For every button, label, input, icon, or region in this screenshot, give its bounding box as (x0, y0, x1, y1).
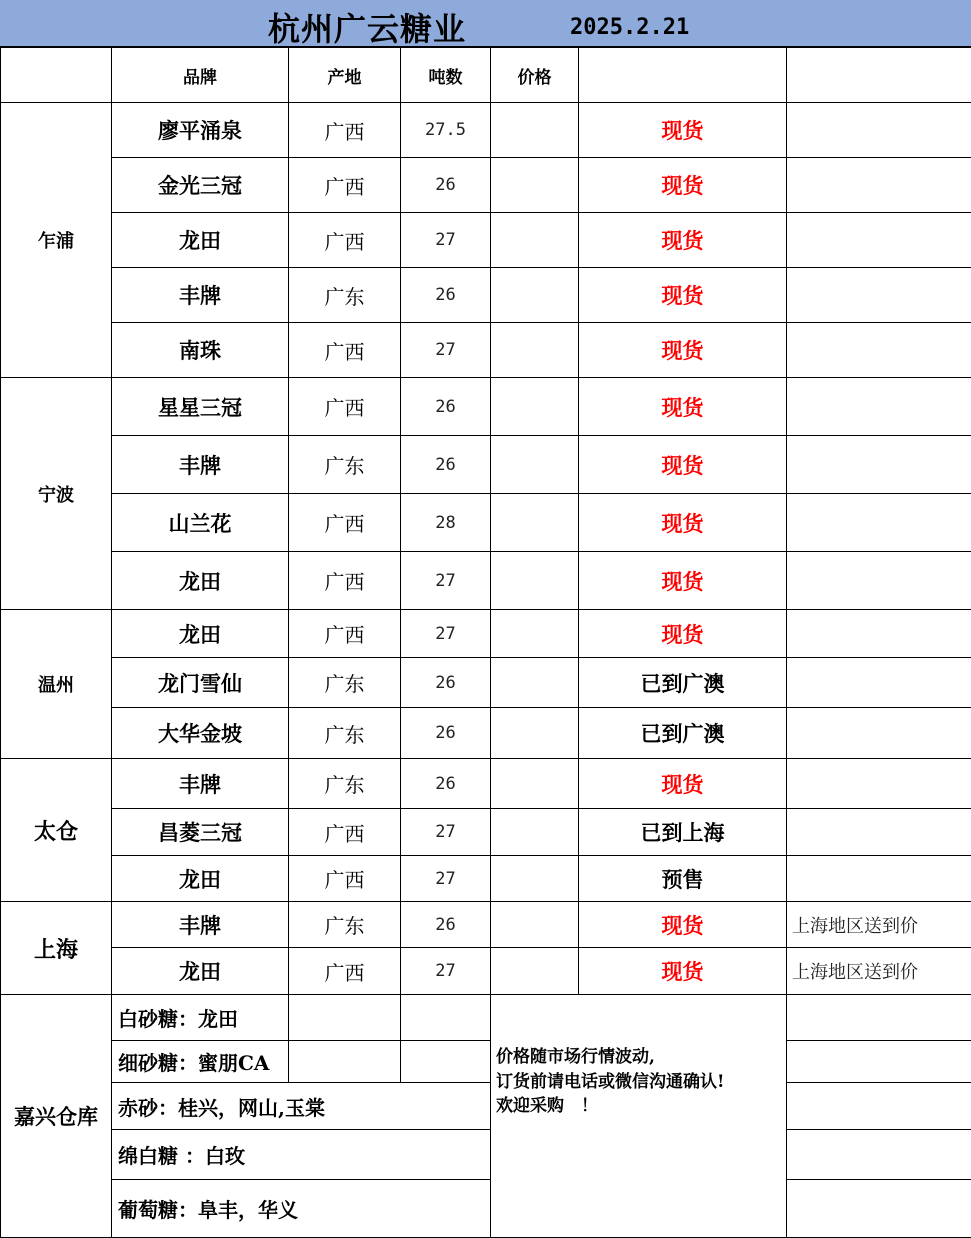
blank-cell (787, 1130, 971, 1180)
blank-cell (401, 1041, 491, 1083)
tons-cell: 26 (401, 708, 491, 759)
origin-cell: 广东 (289, 268, 401, 323)
header-blank (1, 48, 112, 103)
origin-cell: 广西 (289, 948, 401, 995)
brand-cell: 昌菱三冠 (112, 809, 289, 856)
origin-cell: 广西 (289, 494, 401, 552)
origin-cell: 广西 (289, 103, 401, 158)
header-price: 价格 (491, 48, 579, 103)
origin-cell: 广西 (289, 610, 401, 658)
note-cell (787, 103, 971, 158)
brand-cell: 丰牌 (112, 902, 289, 948)
table-row (1, 759, 971, 809)
price-cell (491, 809, 579, 856)
status-cell: 现货 (579, 552, 787, 610)
brand-cell: 金光三冠 (112, 158, 289, 213)
header-note-blank (787, 48, 971, 103)
price-cell (491, 323, 579, 378)
brand-cell: 龙门雪仙 (112, 658, 289, 708)
note-cell (787, 268, 971, 323)
price-cell (491, 658, 579, 708)
brand-cell: 大华金坡 (112, 708, 289, 759)
price-cell (491, 708, 579, 759)
warehouse-row (1, 1130, 971, 1180)
warehouse-item: 赤砂：桂兴，网山,玉棠 (112, 1083, 491, 1130)
price-cell (491, 268, 579, 323)
blank-cell (787, 1041, 971, 1083)
table-row (1, 378, 971, 436)
brand-cell: 丰牌 (112, 436, 289, 494)
blank-cell (289, 1041, 401, 1083)
tons-cell: 28 (401, 494, 491, 552)
origin-cell: 广西 (289, 213, 401, 268)
table-row (1, 213, 971, 268)
status-cell: 现货 (579, 610, 787, 658)
price-cell (491, 902, 579, 948)
note-cell (787, 708, 971, 759)
table-row (1, 323, 971, 378)
location-shanghai: 上海 (1, 902, 112, 995)
note-cell (787, 213, 971, 268)
origin-cell: 广东 (289, 902, 401, 948)
note-cell (787, 378, 971, 436)
warehouse-item: 葡萄糖：阜丰，华义 (112, 1180, 491, 1238)
status-cell: 现货 (579, 436, 787, 494)
origin-cell: 广西 (289, 323, 401, 378)
price-cell (491, 494, 579, 552)
table-row (1, 494, 971, 552)
status-cell: 已到上海 (579, 809, 787, 856)
status-cell: 现货 (579, 323, 787, 378)
location-wenzhou: 温州 (1, 610, 112, 759)
price-cell (491, 378, 579, 436)
blank-cell (401, 995, 491, 1041)
note-cell (787, 759, 971, 809)
price-cell (491, 948, 579, 995)
table-row (1, 708, 971, 759)
origin-cell: 广西 (289, 856, 401, 902)
status-cell: 现货 (579, 213, 787, 268)
price-cell (491, 213, 579, 268)
note-cell (787, 158, 971, 213)
table-row (1, 902, 971, 948)
origin-cell: 广西 (289, 552, 401, 610)
table-row (1, 552, 971, 610)
brand-cell: 丰牌 (112, 759, 289, 809)
tons-cell: 27 (401, 856, 491, 902)
status-cell: 现货 (579, 158, 787, 213)
origin-cell: 广东 (289, 436, 401, 494)
origin-cell: 广东 (289, 759, 401, 809)
notice-line: 订货前请电话或微信沟通确认! (496, 1070, 786, 1095)
price-notice (491, 995, 787, 1238)
header-row (1, 48, 971, 103)
blank-cell (787, 995, 971, 1041)
note-cell (787, 610, 971, 658)
warehouse-item: 白砂糖：龙田 (112, 995, 289, 1041)
note-cell (787, 856, 971, 902)
status-cell: 预售 (579, 856, 787, 902)
price-cell (491, 552, 579, 610)
note-cell (787, 436, 971, 494)
tons-cell: 26 (401, 378, 491, 436)
price-cell (491, 158, 579, 213)
tons-cell: 27 (401, 809, 491, 856)
price-cell (491, 759, 579, 809)
price-cell (491, 436, 579, 494)
price-cell (491, 856, 579, 902)
warehouse-row (1, 995, 971, 1041)
tons-cell: 27 (401, 610, 491, 658)
blank-cell (787, 1180, 971, 1238)
origin-cell: 广西 (289, 158, 401, 213)
brand-cell: 龙田 (112, 856, 289, 902)
title-bar (0, 0, 971, 47)
status-cell: 现货 (579, 103, 787, 158)
origin-cell: 广西 (289, 378, 401, 436)
status-cell: 现货 (579, 759, 787, 809)
tons-cell: 27 (401, 323, 491, 378)
brand-cell: 山兰花 (112, 494, 289, 552)
header-origin: 产地 (289, 48, 401, 103)
brand-cell: 龙田 (112, 948, 289, 995)
tons-cell: 27 (401, 948, 491, 995)
origin-cell: 广东 (289, 658, 401, 708)
warehouse-row (1, 1180, 971, 1238)
tons-cell: 26 (401, 902, 491, 948)
status-cell: 现货 (579, 378, 787, 436)
brand-cell: 星星三冠 (112, 378, 289, 436)
tons-cell: 27.5 (401, 103, 491, 158)
note-cell: 上海地区送到价 (787, 948, 971, 995)
table-row (1, 103, 971, 158)
brand-cell: 龙田 (112, 552, 289, 610)
brand-cell: 龙田 (112, 213, 289, 268)
location-zhapu: 乍浦 (1, 103, 112, 378)
price-table (0, 47, 971, 1238)
status-cell: 现货 (579, 902, 787, 948)
brand-cell: 丰牌 (112, 268, 289, 323)
tons-cell: 26 (401, 158, 491, 213)
note-cell (787, 552, 971, 610)
table-row (1, 856, 971, 902)
warehouse-item: 细砂糖：蜜朋CA (112, 1041, 289, 1083)
warehouse-item: 绵白糖 ：白玫 (112, 1130, 491, 1180)
status-cell: 现货 (579, 494, 787, 552)
status-cell: 现货 (579, 948, 787, 995)
tons-cell: 27 (401, 552, 491, 610)
location-ningbo: 宁波 (1, 378, 112, 610)
company-title: 杭州广云糖业 (268, 4, 466, 50)
tons-cell: 26 (401, 436, 491, 494)
note-cell (787, 494, 971, 552)
table-row (1, 658, 971, 708)
notice-line: 价格随市场行情波动, (496, 1045, 786, 1070)
tons-cell: 27 (401, 213, 491, 268)
table-row (1, 809, 971, 856)
price-date: 2025.2.21 (570, 15, 689, 40)
brand-cell: 南珠 (112, 323, 289, 378)
origin-cell: 广东 (289, 708, 401, 759)
brand-cell: 龙田 (112, 610, 289, 658)
header-status-blank (579, 48, 787, 103)
table-row (1, 158, 971, 213)
price-cell (491, 103, 579, 158)
note-cell (787, 658, 971, 708)
note-cell (787, 323, 971, 378)
note-cell: 上海地区送到价 (787, 902, 971, 948)
notice-line: 欢迎采购 ！ (496, 1094, 786, 1119)
warehouse-row (1, 1083, 971, 1130)
status-cell: 现货 (579, 268, 787, 323)
note-cell (787, 809, 971, 856)
brand-cell: 廖平涌泉 (112, 103, 289, 158)
price-cell (491, 610, 579, 658)
tons-cell: 26 (401, 759, 491, 809)
status-cell: 已到广澳 (579, 708, 787, 759)
table-row (1, 948, 971, 995)
tons-cell: 26 (401, 268, 491, 323)
origin-cell: 广西 (289, 809, 401, 856)
blank-cell (289, 995, 401, 1041)
header-brand: 品牌 (112, 48, 289, 103)
header-tons: 吨数 (401, 48, 491, 103)
location-taicang: 太仓 (1, 759, 112, 902)
blank-cell (787, 1083, 971, 1130)
table-row (1, 268, 971, 323)
location-jiaxing: 嘉兴仓库 (1, 995, 112, 1238)
table-row (1, 436, 971, 494)
tons-cell: 26 (401, 658, 491, 708)
table-row (1, 610, 971, 658)
status-cell: 已到广澳 (579, 658, 787, 708)
warehouse-row (1, 1041, 971, 1083)
